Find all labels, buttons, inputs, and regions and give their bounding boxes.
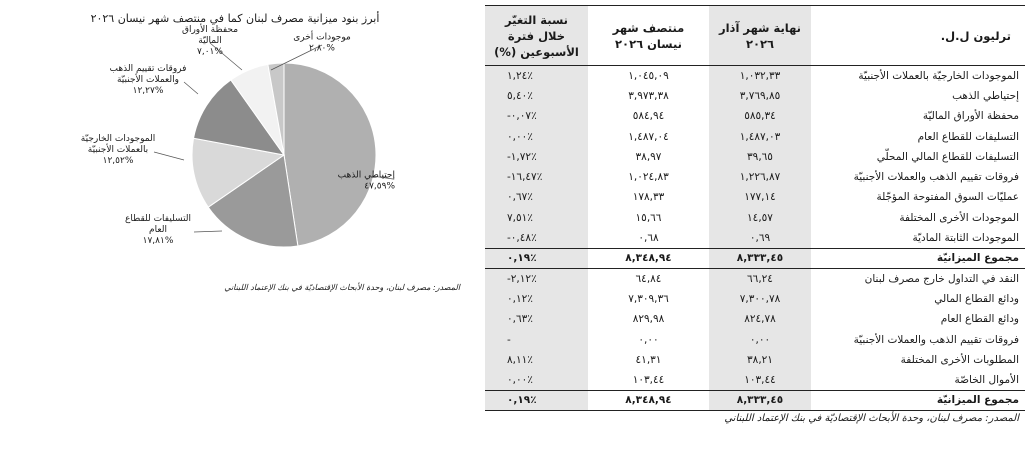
cell-end-march: ٨٢٤,٧٨ — [709, 309, 811, 329]
pie-value-label: %١٢,٢٧ — [132, 86, 164, 96]
table-header-row — [485, 6, 1025, 66]
balance-sheet-table-panel — [485, 5, 1025, 424]
cell-end-march: ١,٠٣٢,٣٣ — [709, 66, 811, 86]
cell-mid-april: ١٥,٦٦ — [635, 211, 662, 224]
pie-category-label: محفظة الأوراق — [181, 25, 239, 35]
table-row — [485, 86, 1025, 106]
header-end-march: نهاية شهر آذار ٢٠٢٦ — [709, 6, 811, 66]
header-item: ترليون ل.ل. — [811, 6, 1025, 66]
cell-item: الأموال الخاصّة — [954, 373, 1019, 386]
table-row — [485, 126, 1025, 146]
pie-category-label: الموجودات الخارجيّة — [80, 134, 156, 144]
table-total-row — [485, 248, 1025, 268]
table-row — [485, 147, 1025, 167]
cell-end-march: ٣٩,٦٥ — [709, 147, 811, 167]
table-total-row — [485, 390, 1025, 410]
table-row — [485, 228, 1025, 248]
cell-end-march: ٠,٦٩ — [709, 228, 811, 248]
pie-value-label: %٢,٨٠ — [309, 43, 335, 54]
pie-value-label: %١٧,٨١ — [142, 236, 174, 246]
cell-mid-april: ٦٤,٨٤ — [635, 272, 662, 285]
cell-item: التسليفات للقطاع العام — [917, 130, 1019, 143]
cell-mid-april: ٣,٩٧٣,٣٨ — [628, 89, 669, 102]
cell-end-march: ٠,٠٠ — [709, 329, 811, 349]
cell-item: محفظة الأوراق الماليّة — [922, 110, 1019, 123]
header-change: نسبة التغيّر خلال فترة الأسبوعين (%) — [485, 6, 588, 66]
cell-mid-april: ١٠٣,٤٤ — [632, 373, 665, 386]
cell-mid-april: ٣٨,٩٧ — [635, 150, 662, 163]
cell-mid-april: ٠,٦٨ — [638, 231, 659, 244]
table-row — [485, 268, 1025, 288]
pie-category-label: الماليّة — [198, 36, 222, 46]
cell-change: ٥,٤٠٪ — [485, 86, 588, 106]
pie-category-label: والعملات الأجنبيّة — [116, 75, 180, 85]
table-row — [485, 208, 1025, 228]
table-row — [485, 350, 1025, 370]
cell-mid-april: ١,٤٨٧,٠٤ — [628, 130, 669, 143]
pie-slice — [284, 63, 376, 246]
pie-value-label: %٤٧,٥٩ — [364, 181, 395, 192]
pie-category-label: التسليفات للقطاع — [124, 214, 192, 224]
cell-end-march: ١٠٣,٤٤ — [709, 370, 811, 390]
pie-leader-line — [154, 152, 184, 160]
cell-end-march: ٣٨,٢١ — [709, 350, 811, 370]
chart-title: أبرز بنود ميزانية مصرف لبنان كما في منتصف شهر نيسان ٢٠٢٦ — [90, 12, 380, 25]
cell-item: فروقات تقييم الذهب والعملات الأجنبيّة — [853, 171, 1019, 184]
cell-change: -٠,٤٨٪ — [485, 228, 588, 248]
cell-change: ١,٢٤٪ — [485, 66, 588, 86]
cell-item: الموجودات الخارجيّة بالعملات الأجنبيّة — [858, 69, 1019, 82]
pie-value-label: %١٢,٥٢ — [102, 156, 134, 166]
cell-item: عمليّات السوق المفتوحة المؤجّلة — [876, 191, 1019, 204]
cell-mid-april: ٤١,٣١ — [635, 353, 662, 366]
pie-chart — [0, 0, 470, 300]
cell-item: التسليفات للقطاع المالي المحلّي — [876, 150, 1019, 163]
cell-end-march: ١٧٧,١٤ — [709, 187, 811, 207]
cell-item: فروقات تقييم الذهب والعملات الأجنبيّة — [853, 333, 1019, 346]
table-row — [485, 187, 1025, 207]
pie-chart-panel — [0, 0, 470, 300]
table-row — [485, 289, 1025, 309]
pie-category-label: موجودات أخرى — [293, 32, 351, 43]
cell-change: ٠,١٩٪ — [485, 390, 588, 410]
cell-change: -١٦,٤٧٪ — [485, 167, 588, 187]
cell-end-march: ١٤,٥٧ — [709, 208, 811, 228]
cell-end-march: ٣,٧٦٩,٨٥ — [709, 86, 811, 106]
pie-leader-line — [184, 82, 198, 94]
pie-category-label: العام — [149, 225, 167, 235]
cell-change: ٠,٦٧٪ — [485, 187, 588, 207]
cell-mid-april: ٨,٣٤٨,٩٤ — [588, 390, 709, 410]
table-body — [485, 66, 1025, 411]
cell-end-march: ١,٢٢٦,٨٧ — [709, 167, 811, 187]
cell-change: - — [485, 329, 588, 349]
cell-item: المطلوبات الأخرى المختلفة — [900, 353, 1019, 366]
cell-item: النقد في التداول خارج مصرف لبنان — [864, 272, 1019, 285]
header-mid-april: منتصف شهر نيسان ٢٠٢٦ — [588, 6, 709, 66]
table-row — [485, 370, 1025, 390]
cell-end-march: ٦٦,٢٤ — [709, 268, 811, 288]
table-row — [485, 106, 1025, 126]
table-row — [485, 309, 1025, 329]
cell-change: ٠,١٩٪ — [485, 248, 588, 268]
pie-category-label: فروقات تقييم الذهب — [109, 64, 187, 74]
cell-change: ٠,٠٠٪ — [485, 370, 588, 390]
table-row — [485, 66, 1025, 86]
cell-change: -٠,٠٧٪ — [485, 106, 588, 126]
cell-mid-april: ٨٢٩,٩٨ — [632, 313, 665, 326]
cell-item: مجموع الميزانيّة — [811, 390, 1025, 410]
cell-change: -١,٧٢٪ — [485, 147, 588, 167]
cell-mid-april: ٥٨٤,٩٤ — [632, 110, 665, 123]
cell-mid-april: ١٧٨,٣٣ — [632, 191, 665, 204]
cell-change: ٠,٦٣٪ — [485, 309, 588, 329]
cell-item: ودائع القطاع المالي — [934, 292, 1019, 305]
balance-sheet-table — [485, 5, 1025, 411]
pie-category-label: بالعملات الأجنبيّة — [87, 145, 149, 155]
pie-value-label: %٧,٠١ — [197, 47, 223, 57]
cell-mid-april: ٠,٠٠ — [638, 333, 659, 346]
cell-change: ٨,١١٪ — [485, 350, 588, 370]
cell-item: إحتياطي الذهب — [952, 89, 1019, 102]
chart-source-note: المصدر: مصرف لبنان، وحدة الأبحاث الإقتصاديّة في بنك الإعتماد اللبناني — [224, 283, 460, 292]
cell-mid-april: ١,٠٢٤,٨٣ — [628, 171, 669, 184]
pie-category-label: إحتياطي الذهب — [337, 170, 395, 181]
cell-mid-april: ٧,٣٠٩,٣٦ — [628, 292, 669, 305]
table-source-note: المصدر: مصرف لبنان، وحدة الأبحاث الإقتصاديّة في بنك الإعتماد اللبناني — [724, 413, 1019, 425]
cell-mid-april: ٨,٣٤٨,٩٤ — [588, 248, 709, 268]
cell-item: ودائع القطاع العام — [940, 313, 1019, 326]
cell-mid-april: ١,٠٤٥,٠٩ — [628, 69, 669, 82]
cell-end-march: ٥٨٥,٣٤ — [709, 106, 811, 126]
table-row — [485, 329, 1025, 349]
cell-end-march: ٨,٣٣٣,٤٥ — [709, 390, 811, 410]
cell-end-march: ٧,٣٠٠,٧٨ — [709, 289, 811, 309]
cell-item: الموجودات الثابتة الماديّة — [912, 231, 1019, 244]
cell-change: ٠,١٢٪ — [485, 289, 588, 309]
cell-change: -٢,١٢٪ — [485, 268, 588, 288]
pie-leader-line — [194, 231, 222, 232]
cell-end-march: ٨,٣٣٣,٤٥ — [709, 248, 811, 268]
cell-change: ٠,٠٠٪ — [485, 126, 588, 146]
cell-end-march: ١,٤٨٧,٠٣ — [709, 126, 811, 146]
cell-item: الموجودات الأخرى المختلفة — [899, 211, 1019, 224]
table-row — [485, 167, 1025, 187]
cell-change: ٧,٥١٪ — [485, 208, 588, 228]
cell-item: مجموع الميزانيّة — [811, 248, 1025, 268]
